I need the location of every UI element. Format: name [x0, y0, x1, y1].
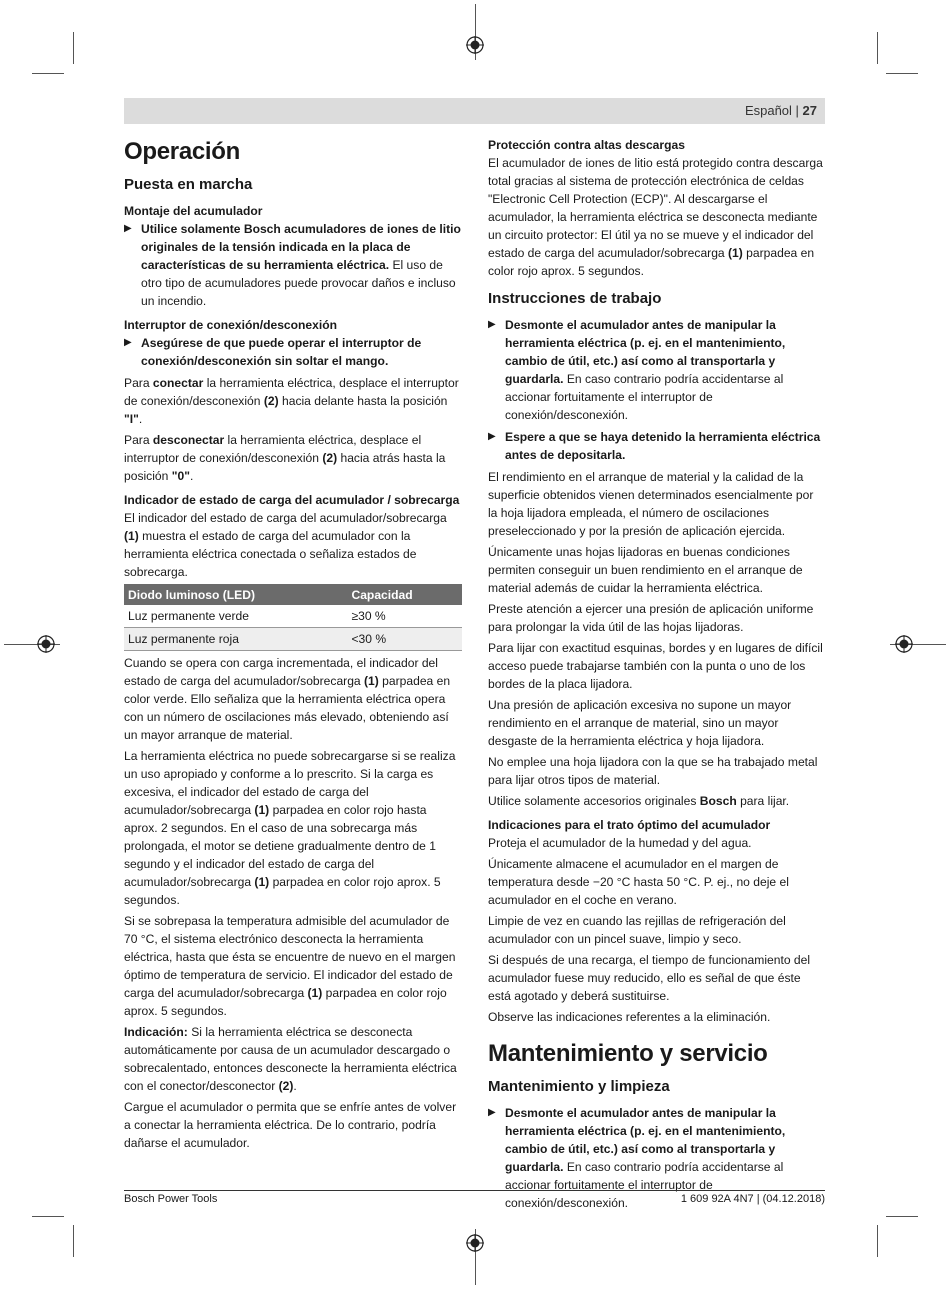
- bold-text: desconectar: [152, 433, 225, 447]
- crop-mark: [886, 1216, 918, 1217]
- crop-mark: [73, 32, 74, 64]
- registration-mark-icon: [466, 36, 484, 54]
- bold-text: (1): [307, 986, 323, 1000]
- paragraph-accesorios: [488, 792, 825, 810]
- bullet-interruptor: [124, 334, 462, 370]
- registration-mark-icon: [37, 635, 55, 653]
- paragraph-trato-1: Proteja el acumulador de la humedad y del agua.: [488, 836, 752, 850]
- page-footer: [124, 1190, 825, 1205]
- text: parpadea en color rojo aprox. 5 segundos.: [124, 986, 447, 1018]
- text: Utilice solamente accesorios originales: [488, 794, 700, 808]
- table-header-row: [124, 584, 462, 605]
- paragraph-preste: Preste atención a ejercer una presión de aplicación uniforme para prolongar la vida útil de las hojas lijadoras.: [488, 602, 814, 634]
- table-row: [124, 605, 462, 628]
- text: hacia atrás hasta la posición: [124, 451, 446, 483]
- heading-mantenimiento-limpieza: Mantenimiento y limpieza: [488, 1078, 670, 1095]
- registration-mark-icon: [466, 1234, 484, 1252]
- table-row: [124, 628, 462, 651]
- text: El indicador del estado de carga del acumulador/sobrecarga: [124, 511, 447, 525]
- bold-text: (1): [254, 875, 270, 889]
- led-capacity-table: [124, 584, 462, 651]
- text: parpadea en color rojo aprox. 5 segundos.: [124, 875, 441, 907]
- text: muestra el estado de carga del acumulador con la herramienta eléctrica conectada o señaliza estados de sobrecarga.: [124, 529, 417, 579]
- table-cell-capacity: <30 %: [347, 628, 462, 651]
- page-number: 27: [802, 103, 817, 118]
- text: Si se sobrepasa la temperatura admisible del acumulador de 70 °C, el sistema electrónico desconecta la herramienta eléctrica, hasta que ésta se encuentre de nuevo en el margen óptimo de temperatura de servicio. El indicador del estado de carga del acumulador/sobrecarga: [124, 914, 456, 1000]
- text: La herramienta eléctrica no puede sobrecargarse si se realiza un uso apropiado y conforme a lo prescrito. Si la carga es excesiva, el indicador del estado de carga del acumulador/sobrecarga: [124, 749, 456, 817]
- table-cell-led: Luz permanente verde: [124, 605, 347, 628]
- paragraph-sobrecarga: [124, 747, 462, 909]
- page-header: [124, 98, 825, 124]
- heading-proteccion: Protección contra altas descargas: [488, 138, 685, 152]
- bullet-bold-text: Espere a que se haya detenido la herramienta eléctrica antes de depositarla.: [505, 430, 821, 462]
- bold-text: (2): [263, 394, 279, 408]
- heading-puesta-en-marcha: Puesta en marcha: [124, 176, 253, 193]
- table-cell-led: Luz permanente roja: [124, 628, 347, 651]
- text: Para: [124, 376, 153, 390]
- left-column: [124, 128, 462, 1155]
- paragraph-trato-4: Si después de una recarga, el tiempo de funcionamiento del acumulador fuese muy reducido, ello es señal de que éste está agotado y deberá sustituirse.: [488, 953, 811, 1003]
- bold-text: "I": [124, 412, 139, 426]
- paragraph-noemplee: No emplee una hoja lijadora con la que se ha trabajado metal para lijar otros tipos de material.: [488, 755, 818, 787]
- bullet-text: En caso contrario podría accidentarse al accionar fortuitamente el interruptor de conexión/desconexión.: [505, 1160, 784, 1210]
- crop-mark: [886, 73, 918, 74]
- bullet-bold-text: Asegúrese de que puede operar el interruptor de conexión/desconexión sin soltar el mango.: [141, 336, 422, 368]
- table-header-led: Diodo luminoso (LED): [124, 584, 347, 605]
- heading-montaje: Montaje del acumulador: [124, 204, 263, 218]
- text: parpadea en color verde. Ello señaliza que la herramienta eléctrica opera con un número de oscilaciones más elevado, obteniendo así un mayor arranque de material.: [124, 674, 451, 742]
- bullet-bold-text: Desmonte el acumulador antes de manipular la herramienta eléctrica (p. ej. en el mantenimiento, cambio de útil, etc.) así como al transportarla y guardarla.: [505, 1106, 786, 1174]
- text: parpadea en color rojo aprox. 5 segundos.: [488, 246, 815, 278]
- bold-text: conectar: [152, 376, 204, 390]
- paragraph-indicacion: [124, 1023, 462, 1095]
- bold-text: (1): [728, 246, 743, 260]
- section-title-operacion: Operación: [124, 138, 240, 165]
- text: Para: [124, 433, 153, 447]
- paragraph-unicamente: Únicamente unas hojas lijadoras en buenas condiciones permiten conseguir un buen rendimiento en el arranque de material además de cuidar la herramienta eléctrica.: [488, 545, 803, 595]
- crop-mark: [32, 73, 64, 74]
- paragraph-rendimiento: El rendimiento en el arranque de material y la calidad de la superficie obtenidos vienen determinados esencialmente por la hoja lijadora empleada, el número de oscilaciones preseleccionado y por la presión de aplicación ejercida.: [488, 470, 814, 538]
- text: parpadea en color rojo hasta aprox. 2 segundos. En el caso de una sobrecarga más prolongada, el motor se detiene gradualmente dentro de 1 segundo y el indicador del estado de carga del acumulador/sobrecarga: [124, 803, 436, 889]
- text: .: [293, 1079, 297, 1093]
- crop-mark: [73, 1225, 74, 1257]
- bullet-bold-text: Desmonte el acumulador antes de manipular la herramienta eléctrica (p. ej. en el mantenimiento, cambio de útil, etc.) así como al transportarla y guardarla.: [505, 318, 786, 386]
- paragraph-cargue: Cargue el acumulador o permita que se enfríe antes de volver a conectar la herramienta eléctrica. De lo contrario, podría dañarse el acumulador.: [124, 1100, 457, 1150]
- right-column: [488, 136, 825, 1216]
- bullet-desmonte: [488, 316, 825, 424]
- text: para lijar.: [736, 794, 790, 808]
- bold-text: "0": [171, 469, 190, 483]
- paragraph-proteccion: [488, 154, 825, 280]
- heading-interruptor: Interruptor de conexión/desconexión: [124, 318, 338, 332]
- paragraph-trato-2: Únicamente almacene el acumulador en el margen de temperatura desde −20 °C hasta 50 °C. P. ej., no deje el acumulador en el coche en verano.: [488, 857, 789, 907]
- text: la herramienta eléctrica, desplace el interruptor de conexión/desconexión: [124, 433, 422, 465]
- heading-indicador: Indicador de estado de carga del acumulador / sobrecarga: [124, 493, 460, 507]
- footer-doc-number: 1 609 92A 4N7 | (04.12.2018): [680, 1193, 825, 1205]
- bold-text: (1): [124, 529, 139, 543]
- bullet-montaje: [124, 220, 462, 310]
- bold-text: Indicación:: [124, 1025, 188, 1039]
- bullet-bold-text: Utilice solamente Bosch acumuladores de iones de litio originales de la tensión indicada en la placa de características de su herramienta eléctrica.: [141, 222, 461, 272]
- footer-brand: Bosch Power Tools: [124, 1193, 218, 1205]
- section-title-mantenimiento: Mantenimiento y servicio: [488, 1040, 768, 1067]
- bold-text: (1): [364, 674, 379, 688]
- paragraph-lijar: Para lijar con exactitud esquinas, bordes y en lugares de difícil acceso puede trabajarse también con la punta o uno de los bordes de la placa lijadora.: [488, 641, 823, 691]
- bullet-text: En caso contrario podría accidentarse al accionar fortuitamente el interruptor de conexión/desconexión.: [505, 372, 784, 422]
- header-text: Español | 27: [744, 103, 817, 118]
- heading-instrucciones: Instrucciones de trabajo: [488, 290, 662, 307]
- text: Si la herramienta eléctrica se desconecta automáticamente por causa de un acumulador descargado o sobrecalentado, entonces desconecte la herramienta eléctrica con el conector/desconector: [124, 1025, 457, 1093]
- paragraph-presion: Una presión de aplicación excesiva no supone un mayor rendimiento en el arranque de material, sino un mayor desgaste de la herramienta eléctrica y hoja lijadora.: [488, 698, 792, 748]
- crop-mark: [877, 1225, 878, 1257]
- text: hacia delante hasta la posición: [278, 394, 448, 408]
- text: .: [138, 412, 143, 426]
- table-header-capacity: Capacidad: [347, 584, 462, 605]
- crop-mark: [877, 32, 878, 64]
- bold-text: (1): [254, 803, 270, 817]
- bold-text: (2): [322, 451, 338, 465]
- bold-text: (2): [278, 1079, 294, 1093]
- text: .: [189, 469, 194, 483]
- paragraph-conectar: [124, 374, 462, 428]
- text: El acumulador de iones de litio está protegido contra descarga total gracias al sistema de protección electrónica de celdas "Electronic Cell Protection (ECP)". Al descargarse el acumulador, la herramienta eléctrica se desconecta mediante un circuito protector: El útil ya no se mueve y el indicador del estado de carga del acumulador/sobrecarga: [488, 156, 823, 260]
- text: Cuando se opera con carga incrementada, el indicador del estado de carga del acumulador/sobrecarga: [124, 656, 438, 688]
- header-language: Español: [744, 103, 792, 118]
- bullet-espere: [488, 428, 825, 464]
- paragraph-desconectar: [124, 431, 462, 485]
- registration-mark-icon: [895, 635, 913, 653]
- heading-trato: Indicaciones para el trato óptimo del acumulador: [488, 818, 771, 832]
- paragraph-trato-5: Observe las indicaciones referentes a la eliminación.: [488, 1010, 771, 1024]
- bold-text: Bosch: [699, 794, 737, 808]
- paragraph-indicador: [124, 509, 462, 581]
- paragraph-trato-3: Limpie de vez en cuando las rejillas de refrigeración del acumulador con un pincel suave, limpio y seco.: [488, 914, 786, 946]
- bullet-text: El uso de otro tipo de acumuladores puede provocar daños e incluso un incendio.: [141, 258, 456, 308]
- text: la herramienta eléctrica, desplace el interruptor de conexión/desconexión: [124, 376, 459, 408]
- paragraph-carga: [124, 654, 462, 744]
- table-cell-capacity: ≥30 %: [347, 605, 462, 628]
- crop-mark: [32, 1216, 64, 1217]
- paragraph-temperatura: [124, 912, 462, 1020]
